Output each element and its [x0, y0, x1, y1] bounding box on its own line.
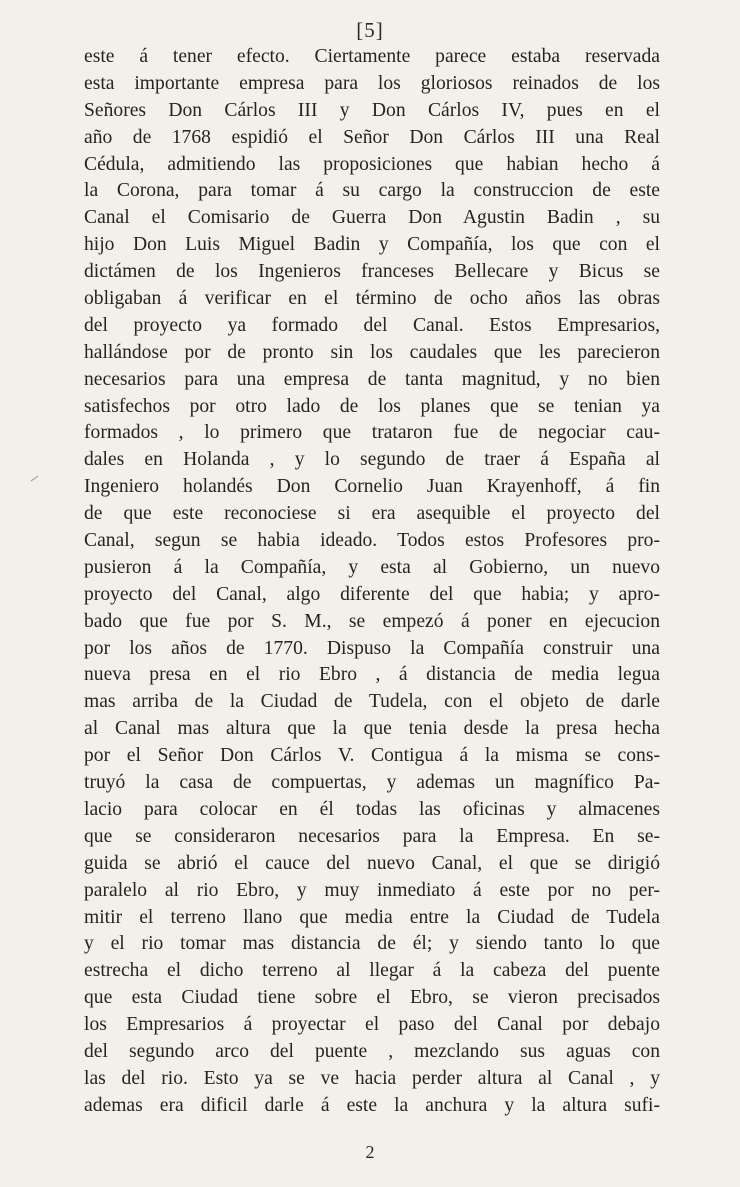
text-line: hallándose por de pronto sin los caudales que les parecieron	[84, 341, 660, 363]
text-line: ademas era dificil darle á este la anchura y la altura sufi-	[84, 1094, 660, 1116]
text-line: año de 1768 espidió el Señor Don Cárlos III una Real	[84, 126, 660, 148]
text-line: Señores Don Cárlos III y Don Cárlos IV, pues en el	[84, 99, 660, 121]
text-line: Ingeniero holandés Don Cornelio Juan Krayenhoff, á fin	[84, 476, 660, 498]
text-line: formados , lo primero que trataron fue de negociar cau-	[84, 422, 660, 444]
text-line: que esta Ciudad tiene sobre el Ebro, se vieron precisados	[84, 987, 660, 1009]
text-line: estrecha el dicho terreno al llegar á la cabeza del puente	[84, 960, 660, 982]
text-line: truyó la casa de compuertas, y ademas un magnífico Pa-	[84, 772, 660, 794]
text-line: guida se abrió el cauce del nuevo Canal, el que se dirigió	[84, 852, 660, 874]
signature-mark: 2	[365, 1142, 375, 1162]
text-line: los Empresarios á proyectar el paso del Canal por debajo	[84, 1014, 660, 1036]
text-line: y el rio tomar mas distancia de él; y siendo tanto lo que	[84, 933, 660, 955]
body-text	[84, 44, 660, 1120]
text-line: mas arriba de la Ciudad de Tudela, con el objeto de darle	[84, 691, 660, 713]
text-line: del segundo arco del puente , mezclando sus aguas con	[84, 1040, 660, 1062]
text-line: mitir el terreno llano que media entre la Ciudad de Tudela	[84, 906, 660, 928]
text-line: dales en Holanda , y lo segundo de traer á España al	[84, 449, 660, 471]
text-line: al Canal mas altura que la que tenia desde la presa hecha	[84, 718, 660, 740]
text-line: Cédula, admitiendo las proposiciones que habian hecho á	[84, 153, 660, 175]
text-line: nueva presa en el rio Ebro , á distancia de media legua	[84, 664, 660, 686]
text-line: Canal el Comisario de Guerra Don Agustin Badin , su	[84, 207, 660, 229]
text-line: que se consideraron necesarios para la Empresa. En se-	[84, 825, 660, 847]
text-line: dictámen de los Ingenieros franceses Bellecare y Bicus se	[84, 261, 660, 283]
text-line: obligaban á verificar en el término de ocho años las obras	[84, 288, 660, 310]
text-line: bado que fue por S. M., se empezó á poner en ejecucion	[84, 610, 660, 632]
text-line: de que este reconociese si era asequible el proyecto del	[84, 503, 660, 525]
text-line: las del rio. Esto ya se ve hacia perder altura al Canal , y	[84, 1067, 660, 1089]
text-line: del proyecto ya formado del Canal. Estos Empresarios,	[84, 314, 660, 336]
text-line: satisfechos por otro lado de los planes que se tenian ya	[84, 395, 660, 417]
page-number: [5]	[356, 18, 384, 42]
text-line: esta importante empresa para los gloriosos reinados de los	[84, 72, 660, 94]
text-line: proyecto del Canal, algo diferente del que habia; y apro-	[84, 583, 660, 605]
text-line: por el Señor Don Cárlos V. Contigua á la misma se cons-	[84, 745, 660, 767]
margin-mark	[31, 476, 39, 482]
text-line: la Corona, para tomar á su cargo la construccion de este	[84, 180, 660, 202]
text-line: por los años de 1770. Dispuso la Compañía construir una	[84, 637, 660, 659]
text-line: este á tener efecto. Ciertamente parece estaba reservada	[84, 46, 660, 67]
text-line: hijo Don Luis Miguel Badin y Compañía, los que con el	[84, 234, 660, 256]
text-line: necesarios para una empresa de tanta magnitud, y no bien	[84, 368, 660, 390]
text-line: lacio para colocar en él todas las oficinas y almacenes	[84, 798, 660, 820]
text-line: Canal, segun se habia ideado. Todos estos Profesores pro-	[84, 530, 660, 552]
text-line: pusieron á la Compañía, y esta al Gobierno, un nuevo	[84, 556, 660, 578]
text-line: paralelo al rio Ebro, y muy inmediato á este por no per-	[84, 879, 660, 901]
